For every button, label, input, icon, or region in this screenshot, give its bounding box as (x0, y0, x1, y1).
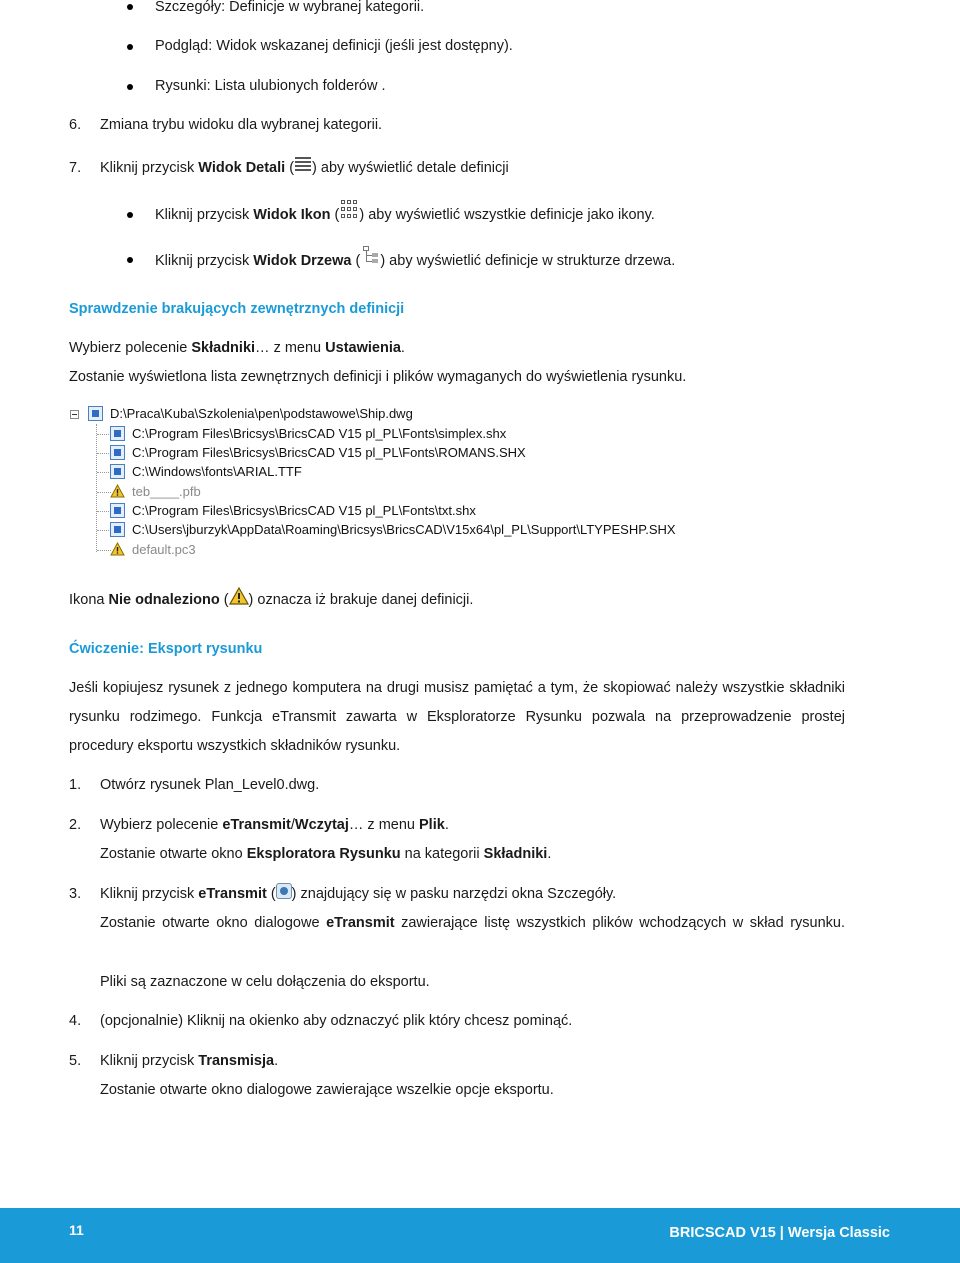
page-number: 11 (69, 1222, 84, 1238)
collapse-toggle[interactable] (70, 410, 79, 419)
step-number: 7. (69, 160, 82, 176)
list-item: Podgląd: Widok wskazanej definicji (jeśli jest dostępny). (155, 38, 513, 54)
bullet (127, 84, 133, 90)
icons-view-icon (339, 198, 359, 220)
list-item: Szczegóły: Definicje w wybranej kategorii. (155, 0, 425, 15)
step-text: (opcjonalnie) Kliknij na okienko aby odznaczyć plik który chcesz pominąć. (100, 1013, 573, 1029)
bullet (127, 212, 133, 218)
bullet (127, 257, 133, 263)
step-number: 2. (69, 817, 82, 833)
step-text: Pliki są zaznaczone w celu dołączenia do eksportu. (100, 974, 430, 990)
list-item: Kliknij przycisk Widok Ikon ( ) aby wyświetlić wszystkie definicje jako ikony. (155, 204, 655, 226)
details-view-icon (294, 155, 312, 173)
step-text: Kliknij przycisk Transmisja. (100, 1053, 279, 1069)
step-text: Kliknij przycisk Widok Detali ( ) aby wyświetlić detale definicji (100, 158, 509, 178)
step-text: Wybierz polecenie eTransmit/Wczytaj… z menu Plik. (100, 817, 449, 833)
step-text: Zmiana trybu widoku dla wybranej kategorii. (100, 117, 383, 133)
file-icon (110, 522, 125, 537)
paragraph-line: Jeśli kopiujesz rysunek z jednego komputera na drugi musisz pamiętać a tym, że skopiować należy wszystkie składniki (69, 680, 845, 696)
file-icon (110, 426, 125, 441)
step-number: 5. (69, 1053, 82, 1069)
footer-brand: BRICSCAD V15 | Wersja Classic (669, 1225, 890, 1241)
paragraph-line: procedury eksportu wszystkich składników rysunku. (69, 738, 401, 754)
step-number: 4. (69, 1013, 82, 1029)
components-tree: D:\Praca\Kuba\Szkolenia\pen\podstawowe\Ship.dwg C:\Program Files\Bricsys\BricsCAD V15 pl_PL\Fonts\simplex.shx C:\Program Files\Bricsys\BricsCAD V15 pl_PL\Fonts\ROMANS.SHX C:\Windows\fonts\ARIAL.TTF teb____.pfb C:\Program Files\Bricsys\BricsCAD V15 pl_PL\Fonts\txt.shx C:\Users\jburzyk\AppData\Roaming\Bricsys\BricsCAD\V15x64\pl_PL\Support\LTYPESHP.SHX default.pc3 (70, 404, 670, 564)
bullet (127, 44, 133, 50)
file-icon (88, 406, 103, 421)
step-number: 3. (69, 886, 82, 902)
paragraph: Ikona Nie odnaleziono ( ) oznacza iż brakuje danej definicji. (69, 590, 473, 610)
warning-icon (229, 587, 249, 605)
paragraph-line: rysunku rodzimego. Funkcja eTransmit zawarta w Eksploratorze Rysunku pozwala na przeprowadzenie prostej (69, 709, 845, 725)
paragraph: Zostanie wyświetlona lista zewnętrznych definicji i plików wymaganych do wyświetlenia rysunku. (69, 369, 687, 385)
step-text: Otwórz rysunek Plan_Level0.dwg. (100, 777, 320, 793)
file-icon (110, 503, 125, 518)
bullet (127, 4, 133, 10)
file-icon (110, 464, 125, 479)
step-text: Zostanie otwarte okno dialogowe eTransmit zawierające listę wszystkich plików wchodzących w skład rysunku. (100, 915, 845, 931)
warning-icon (110, 484, 125, 499)
etransmit-icon (276, 883, 292, 899)
warning-icon (110, 542, 125, 557)
tree-view-icon (360, 244, 380, 266)
list-item: Rysunki: Lista ulubionych folderów . (155, 78, 386, 94)
section-heading: Sprawdzenie brakujących zewnętrznych definicji (69, 301, 405, 317)
page-footer (0, 1208, 960, 1263)
step-number: 6. (69, 117, 82, 133)
step-text: Zostanie otwarte okno Eksploratora Rysunku na kategorii Składniki. (100, 846, 552, 862)
file-icon (110, 445, 125, 460)
list-item: Kliknij przycisk Widok Drzewa ( ) aby wyświetlić definicje w strukturze drzewa. (155, 250, 675, 272)
paragraph: Wybierz polecenie Składniki… z menu Ustawienia. (69, 340, 405, 356)
step-text: Zostanie otwarte okno dialogowe zawierające wszelkie opcje eksportu. (100, 1082, 554, 1098)
step-text: Kliknij przycisk eTransmit ( ) znajdujący się w pasku narzędzi okna Szczegóły. (100, 884, 616, 904)
section-heading: Ćwiczenie: Eksport rysunku (69, 641, 263, 657)
step-number: 1. (69, 777, 82, 793)
